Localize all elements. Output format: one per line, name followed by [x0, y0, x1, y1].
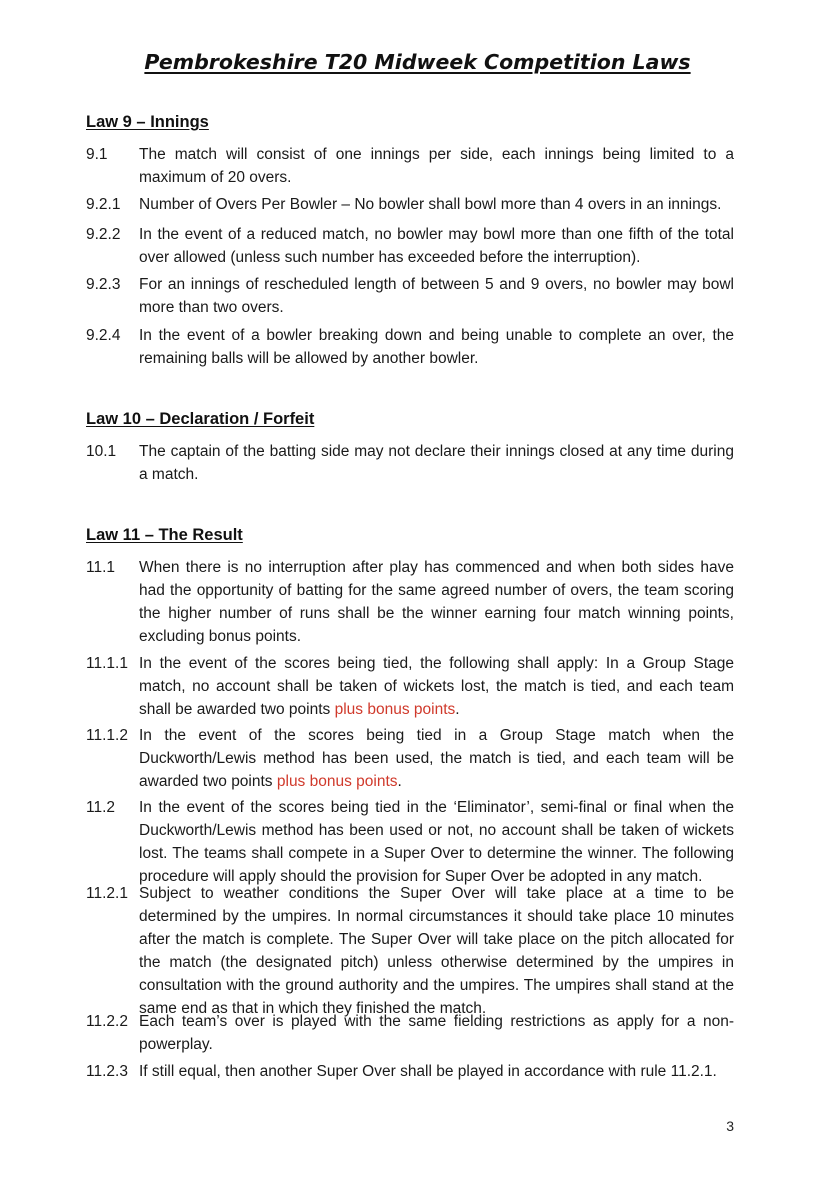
clause-text: If still equal, then another Super Over shall be played in accordance with rule 11.2.1.	[139, 1063, 717, 1080]
clause-number: 11.2.2	[86, 1013, 128, 1030]
clause-text: In the event of the scores being tied in the ‘Eliminator’, semi-final or final when the Duckworth/Lewis method has been used or not, no account shall be taken of wickets lost. The teams shall compete in a Super Over to determine the winner. The following procedure will apply should the provision for Super Over be adopted in any match.	[139, 799, 734, 885]
clause-text: Subject to weather conditions the Super Over will take place at a time to be determined by the umpires. In normal circumstances it should take place 10 minutes after the match is complete. The Super Over will take place on the pitch allocated for the match (the designated pitch) unless otherwise determined by the umpires in consultation with the ground authority and the umpires. The umpires shall stand at the same end as that in which they finished the match.	[139, 885, 734, 1017]
clause-9-2-4	[86, 324, 734, 370]
law-9-heading: Law 9 – Innings	[86, 113, 209, 131]
clause-text-end: .	[455, 701, 460, 718]
clause-number: 9.2.2	[86, 226, 121, 243]
clause-number: 9.2.3	[86, 276, 121, 293]
clause-text: The match will consist of one innings per side, each innings being limited to a maximum of 20 overs.	[139, 146, 734, 186]
clause-number: 11.2	[86, 799, 116, 816]
law-11-heading: Law 11 – The Result	[86, 526, 243, 544]
clause-11-1	[86, 556, 734, 648]
clause-9-1	[86, 143, 734, 189]
clause-text-end: .	[397, 773, 402, 790]
clause-text: In the event of a bowler breaking down and being unable to complete an over, the remaining balls will be allowed by another bowler.	[139, 327, 734, 367]
bonus-points-highlight: plus bonus points	[334, 701, 456, 718]
clause-11-2	[86, 796, 734, 888]
clause-text: Each team’s over is played with the same fielding restrictions as apply for a non-powerplay.	[139, 1013, 734, 1053]
clause-10-1	[86, 440, 734, 486]
clause-number: 11.2.1	[86, 885, 128, 902]
clause-11-2-1	[86, 882, 734, 1020]
clause-text	[139, 724, 734, 793]
clause-number: 11.1.1	[86, 655, 128, 672]
clause-11-1-2	[86, 724, 734, 793]
clause-text	[139, 652, 734, 721]
clause-number: 11.1.2	[86, 727, 128, 744]
clause-number: 11.2.3	[86, 1063, 128, 1080]
page-number: 3	[726, 1118, 734, 1134]
clause-text: The captain of the batting side may not declare their innings closed at any time during a match.	[139, 443, 734, 483]
clause-number: 10.1	[86, 443, 117, 460]
page-title: Pembrokeshire T20 Midweek Competition Laws	[144, 50, 691, 74]
clause-number: 9.2.1	[86, 196, 121, 213]
clause-9-2-1	[86, 193, 734, 216]
clause-11-1-1	[86, 652, 734, 721]
clause-number: 9.1	[86, 146, 108, 163]
clause-text-main: In the event of the scores being tied, the following shall apply: In a Group Stage match, no account shall be taken of wickets lost, the match is tied, and each team shall be awarded two points	[139, 655, 734, 718]
clause-text: Number of Overs Per Bowler – No bowler shall bowl more than 4 overs in an innings.	[139, 196, 722, 213]
law-10-heading: Law 10 – Declaration / Forfeit	[86, 410, 315, 428]
clause-text: In the event of a reduced match, no bowler may bowl more than one fifth of the total over allowed (unless such number has exceeded before the interruption).	[139, 226, 734, 266]
clause-text: When there is no interruption after play has commenced and when both sides have had the opportunity of batting for the same agreed number of overs, the team scoring the higher number of runs shall be the winner earning four match winning points, excluding bonus points.	[139, 559, 734, 645]
clause-text: For an innings of rescheduled length of between 5 and 9 overs, no bowler may bowl more than two overs.	[139, 276, 734, 316]
clause-11-2-2	[86, 1010, 734, 1056]
bonus-points-highlight: plus bonus points	[276, 773, 398, 790]
clause-number: 11.1	[86, 559, 116, 576]
clause-9-2-2	[86, 223, 734, 269]
clause-number: 9.2.4	[86, 327, 121, 344]
clause-text-main: In the event of the scores being tied in a Group Stage match when the Duckworth/Lewis method has been used, the match is tied, and each team will be awarded two points	[139, 727, 734, 790]
clause-9-2-3	[86, 273, 734, 319]
clause-11-2-3	[86, 1060, 734, 1083]
